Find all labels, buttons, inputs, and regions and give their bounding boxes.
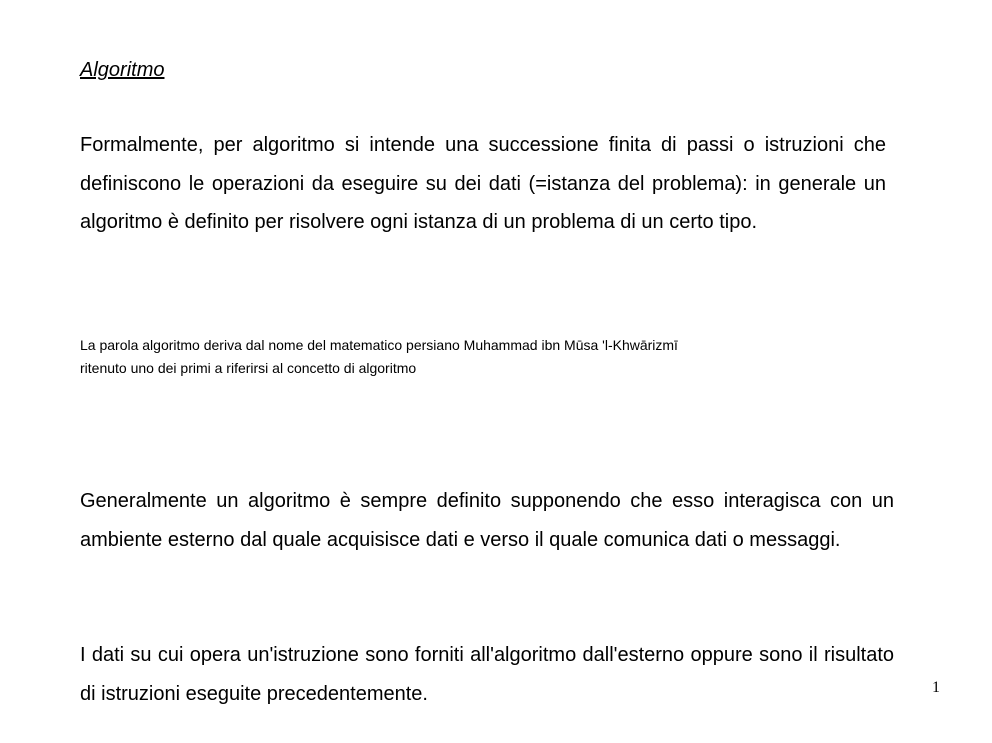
etymology-note-line-2: ritenuto uno dei primi a riferirsi al concetto di algoritmo <box>80 360 417 376</box>
etymology-note <box>80 334 880 380</box>
slide-title: Algoritmo <box>80 59 165 81</box>
paragraph-data-source: I dati su cui opera un'istruzione sono forniti all'algoritmo dall'esterno oppure sono il risultato di istruzioni eseguite precedentemente. <box>80 644 894 705</box>
paragraph-definition: Formalmente, per algoritmo si intende una successione finita di passi o istruzioni che definiscono le operazioni da eseguire su dei dati (=istanza del problema): in generale un algoritmo è definito per risolvere ogni istanza di un problema di un certo tipo. <box>80 134 886 233</box>
paragraph-environment: Generalmente un algoritmo è sempre definito supponendo che esso interagisca con un ambiente esterno dal quale acquisisce dati e verso il quale comunica dati o messaggi. <box>80 490 894 551</box>
page-number: 1 <box>932 679 940 696</box>
etymology-note-line-1: La parola algoritmo deriva dal nome del matematico persiano Muhammad ibn Mūsa 'l-Khwārizmī <box>80 337 678 353</box>
